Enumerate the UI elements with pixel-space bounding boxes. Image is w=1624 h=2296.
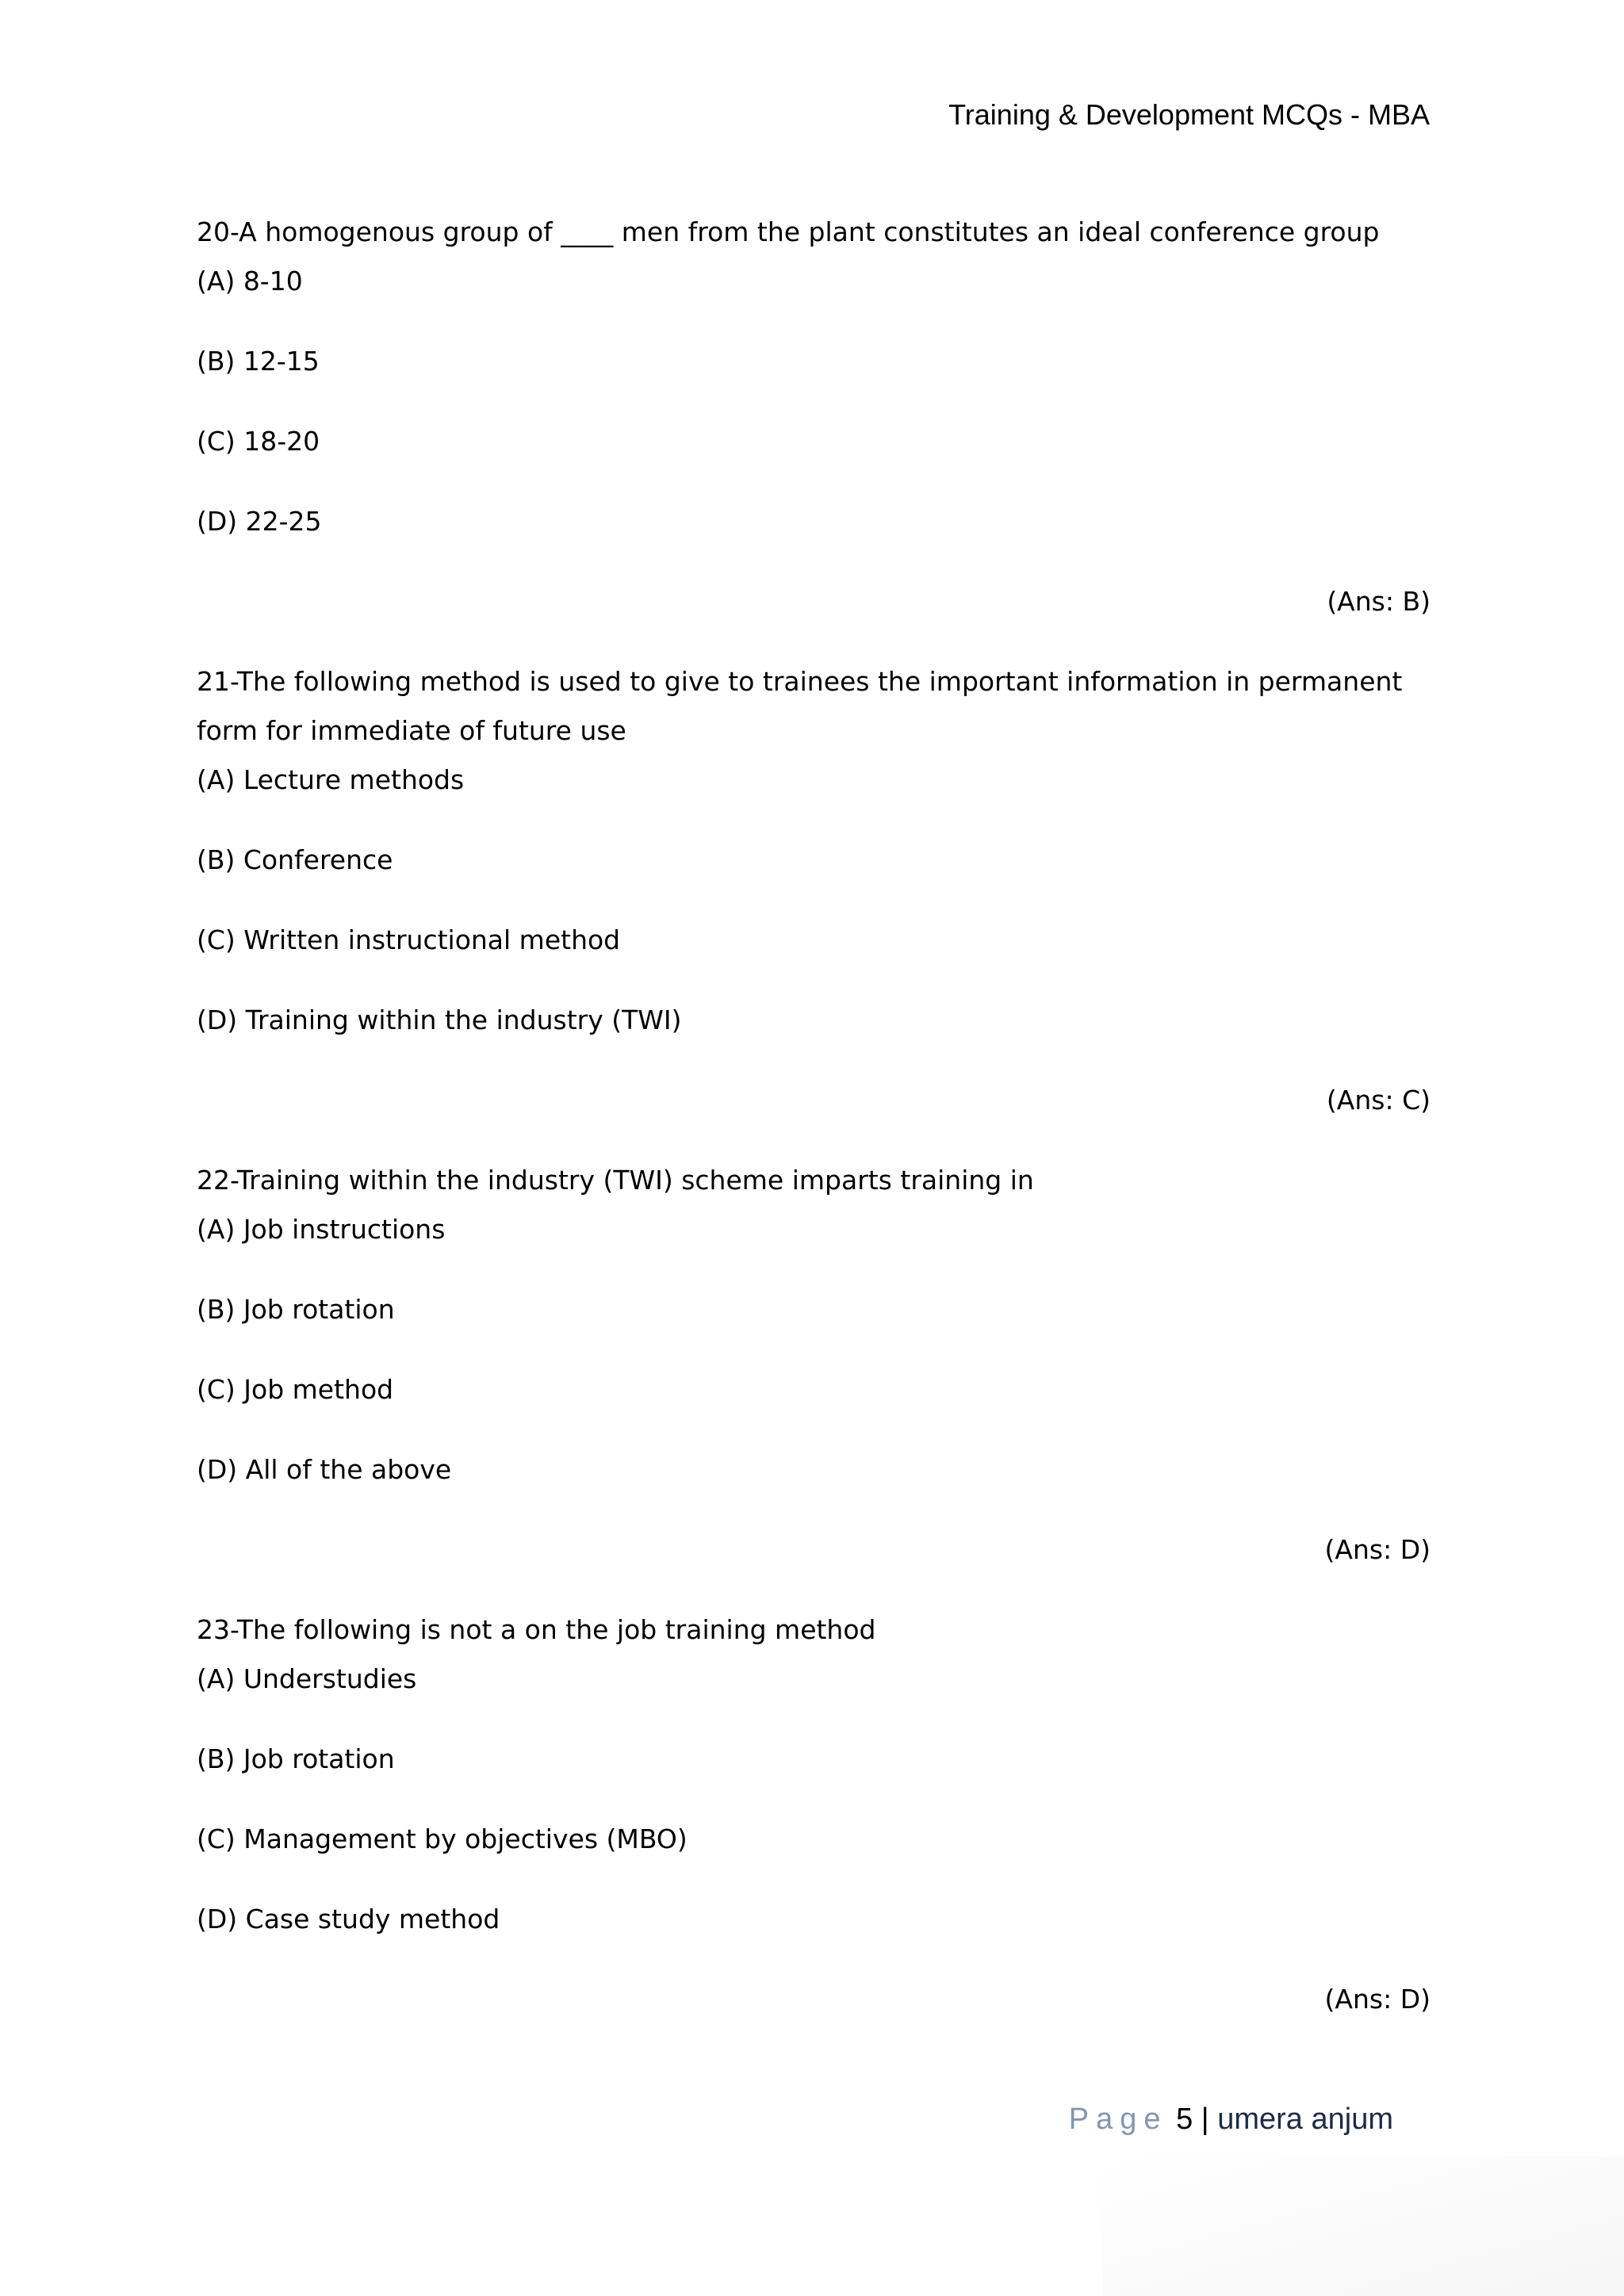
option-c: (C) Job method [197, 1374, 394, 1405]
footer-separator: | [1201, 2103, 1209, 2136]
option-d: (D) Case study method [197, 1904, 500, 1934]
option-c: (C) Management by objectives (MBO) [197, 1823, 688, 1854]
question-list [197, 208, 1431, 2055]
option-d: (D) Training within the industry (TWI) [197, 1004, 682, 1035]
author-name: umera anjum [1217, 2103, 1393, 2136]
option-a: (A) Understudies [197, 1663, 417, 1694]
answer-label: (Ans: D) [1324, 1984, 1431, 2015]
question-text: 21-The following method is used to give to trainees the important information in permanent form for immediate of future use [197, 666, 1403, 746]
question-23 [197, 1605, 1431, 2024]
question-text: 20-A homogenous group of ____ men from the plant constitutes an ideal conference group [197, 216, 1380, 247]
page-header [948, 94, 1430, 136]
question-21 [197, 657, 1431, 1125]
answer-label: (Ans: D) [1324, 1534, 1431, 1565]
page-word: Page [1068, 2103, 1168, 2136]
option-a: (A) Lecture methods [197, 764, 465, 795]
answer-label: (Ans: B) [1327, 586, 1431, 617]
option-c: (C) 18-20 [197, 426, 320, 457]
option-a: (A) 8-10 [197, 266, 303, 297]
option-c: (C) Written instructional method [197, 924, 621, 955]
header-title: Training & Development MCQs - MBA [948, 98, 1430, 131]
answer-label: (Ans: C) [1326, 1085, 1431, 1115]
question-text: 22-Training within the industry (TWI) scheme imparts training in [197, 1165, 1034, 1196]
question-text: 23-The following is not a on the job training method [197, 1614, 876, 1645]
page-corner-shade [1102, 2156, 1624, 2296]
page-footer [1069, 2097, 1393, 2141]
option-b: (B) 12-15 [197, 346, 320, 377]
option-b: (B) Conference [197, 844, 393, 875]
option-d: (D) All of the above [197, 1454, 452, 1485]
question-22 [197, 1156, 1431, 1575]
option-d: (D) 22-25 [197, 506, 322, 537]
question-20 [197, 208, 1431, 626]
option-a: (A) Job instructions [197, 1214, 446, 1245]
option-b: (B) Job rotation [197, 1743, 395, 1774]
page-number: 5 [1176, 2103, 1193, 2136]
option-b: (B) Job rotation [197, 1294, 395, 1325]
